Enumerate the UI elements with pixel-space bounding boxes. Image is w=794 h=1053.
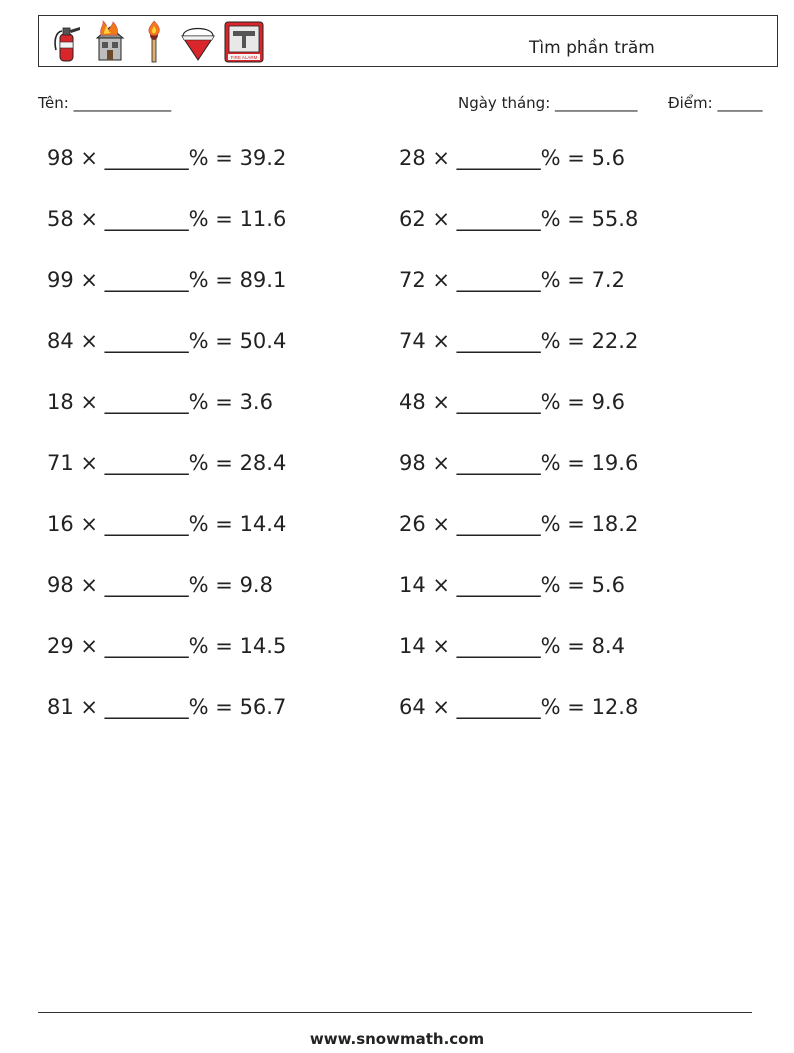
footer-site-link[interactable]: www.snowmath.com (309, 1030, 485, 1048)
score-field-label: Điểm: ______ (668, 94, 763, 112)
page-title: Tìm phần trăm (529, 38, 655, 58)
problem-left-2: 58 × ________% = 11.6 (47, 207, 287, 231)
burning-house-icon (91, 20, 129, 64)
problem-right-5: 48 × ________% = 9.6 (399, 390, 625, 414)
fire-alarm-icon (223, 20, 265, 64)
problem-left-7: 16 × ________% = 14.4 (47, 512, 287, 536)
fire-bucket-icon (179, 20, 217, 64)
match-icon (135, 20, 173, 64)
problem-left-10: 81 × ________% = 56.7 (47, 695, 287, 719)
name-field-label: Tên: _____________ (38, 94, 172, 112)
icon-strip (47, 20, 265, 64)
fire-alarm-label: FIRE ALARM (230, 55, 258, 60)
problem-left-8: 98 × ________% = 9.8 (47, 573, 273, 597)
footer-divider (38, 1012, 752, 1013)
problem-left-1: 98 × ________% = 39.2 (47, 146, 287, 170)
problem-left-4: 84 × ________% = 50.4 (47, 329, 287, 353)
problem-right-4: 74 × ________% = 22.2 (399, 329, 639, 353)
problem-right-2: 62 × ________% = 55.8 (399, 207, 639, 231)
problem-right-3: 72 × ________% = 7.2 (399, 268, 625, 292)
problem-left-6: 71 × ________% = 28.4 (47, 451, 287, 475)
problem-right-10: 64 × ________% = 12.8 (399, 695, 639, 719)
header-box (38, 15, 778, 67)
problem-left-3: 99 × ________% = 89.1 (47, 268, 287, 292)
problem-right-8: 14 × ________% = 5.6 (399, 573, 625, 597)
problem-left-5: 18 × ________% = 3.6 (47, 390, 273, 414)
problem-right-1: 28 × ________% = 5.6 (399, 146, 625, 170)
date-field-label: Ngày tháng: ___________ (458, 94, 638, 112)
problem-right-6: 98 × ________% = 19.6 (399, 451, 639, 475)
fire-extinguisher-icon (47, 20, 85, 64)
problem-left-9: 29 × ________% = 14.5 (47, 634, 287, 658)
problem-right-7: 26 × ________% = 18.2 (399, 512, 639, 536)
problem-right-9: 14 × ________% = 8.4 (399, 634, 625, 658)
